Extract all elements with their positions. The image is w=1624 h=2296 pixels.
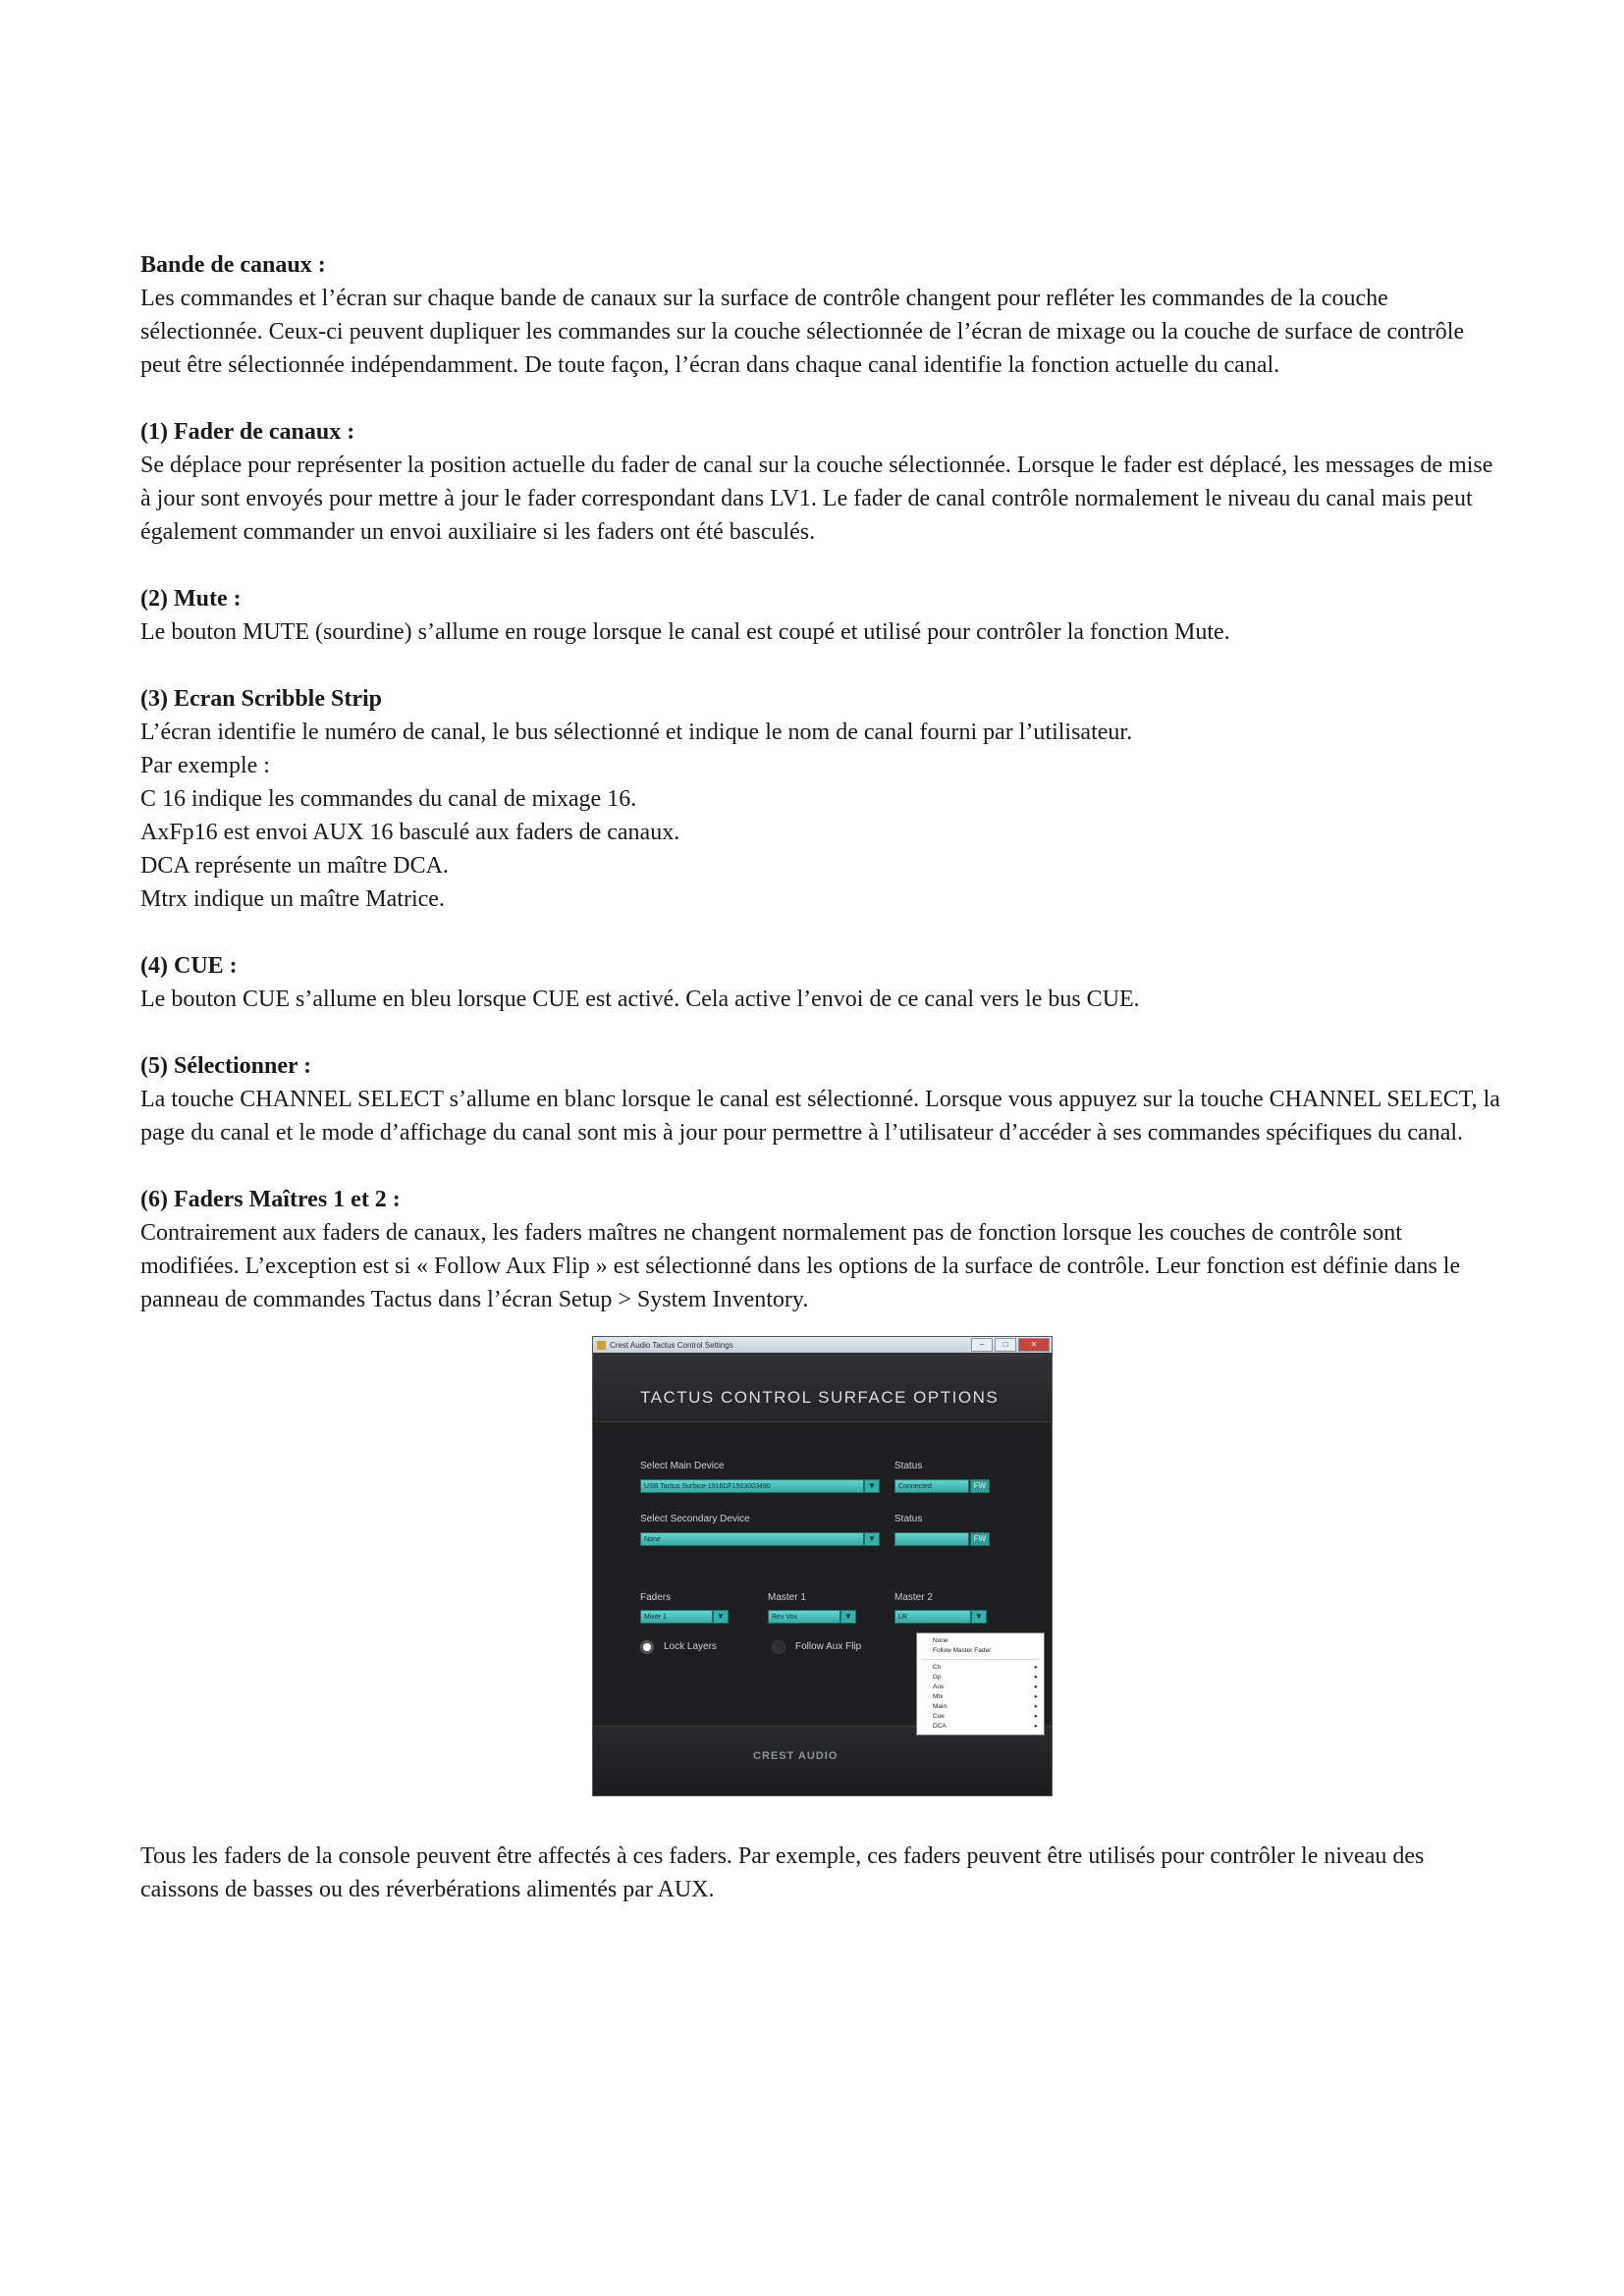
dialog-title: TACTUS CONTROL SURFACE OPTIONS [640, 1388, 1000, 1407]
status-secondary-value [894, 1532, 969, 1546]
menu-item[interactable] [917, 1692, 1044, 1702]
chevron-right-icon: ▸ [1034, 1664, 1038, 1671]
close-icon[interactable]: ✕ [1018, 1338, 1050, 1352]
scribble-line: DCA représente un maître DCA. [140, 853, 449, 879]
section-cue [140, 949, 1500, 1016]
closing-paragraph: Tous les faders de la console peuvent être affectés à ces faders. Par exemple, ces faders peuvent être utilisés pour contrôler le niveau des caissons de basses ou des réverbérations alimentés par AUX. [140, 1843, 1425, 1902]
section-heading: (3) Ecran Scribble Strip [140, 686, 382, 712]
section-body: Le bouton MUTE (sourdine) s’allume en rouge lorsque le canal est coupé et utilisé pour contrôler la fonction Mute. [140, 619, 1230, 645]
section-heading: (4) CUE : [140, 953, 238, 979]
section-faders-maitres [140, 1183, 1500, 1316]
window-controls [971, 1338, 1052, 1352]
menu-item-label: Mtx [933, 1693, 944, 1700]
menu-item[interactable] [917, 1722, 1044, 1732]
scribble-line: AxFp16 est envoi AUX 16 basculé aux faders de canaux. [140, 820, 680, 845]
chevron-right-icon: ▸ [1034, 1703, 1038, 1710]
status-main-value: Connected [894, 1479, 969, 1493]
menu-divider [921, 1659, 1040, 1660]
fw-secondary-badge: FW [970, 1532, 990, 1546]
menu-item[interactable] [917, 1682, 1044, 1692]
select-main-label: Select Main Device [640, 1461, 725, 1471]
crest-audio-logo: CREST AUDIO [753, 1750, 839, 1762]
scribble-line: Par exemple : [140, 753, 270, 778]
section-selectionner [140, 1049, 1500, 1149]
menu-item[interactable]: Follow Master Fader [933, 1647, 992, 1654]
menu-item[interactable]: None [933, 1637, 948, 1644]
section-body: Les commandes et l’écran sur chaque bande de canaux sur la surface de contrôle changent pour refléter les commandes de la couche sélectionnée. Ceux-ci peuvent dupliquer les commandes sur la couche sélectionnée de l’écran de mixage ou la couche de surface de contrôle peut être sélectionnée indépendamment. De toute façon, l’écran dans chaque canal identifie la fonction actuelle du canal. [140, 286, 1465, 378]
faders-dropdown[interactable]: Mixer 1 [640, 1610, 713, 1624]
tactus-settings-screenshot [592, 1336, 1053, 1796]
scribble-line: Mtrx indique un maître Matrice. [140, 886, 445, 912]
chevron-right-icon: ▸ [1034, 1723, 1038, 1730]
menu-item[interactable] [917, 1673, 1044, 1682]
menu-item[interactable] [917, 1702, 1044, 1712]
follow-aux-flip-label: Follow Aux Flip [795, 1641, 862, 1652]
section-scribble-strip [140, 682, 1500, 916]
section-heading: (2) Mute : [140, 586, 242, 612]
section-body: La touche CHANNEL SELECT s’allume en blanc lorsque le canal est sélectionné. Lorsque vous appuyez sur la touche CHANNEL SELECT, la page du canal et le mode d’affichage du canal sont mis à jour pour permettre à l’utilisateur d’accéder à ses commandes spécifiques du canal. [140, 1087, 1500, 1146]
master1-dropdown[interactable]: Rev Vox [768, 1610, 840, 1624]
menu-item[interactable] [917, 1712, 1044, 1722]
status-main-label: Status [894, 1461, 923, 1471]
scribble-line: C 16 indique les commandes du canal de mixage 16. [140, 786, 637, 812]
section-heading: (6) Faders Maîtres 1 et 2 : [140, 1187, 401, 1212]
chevron-down-icon[interactable]: ▼ [864, 1479, 880, 1493]
section-bande-de-canaux [140, 248, 1500, 382]
select-main-dropdown[interactable]: USB Tactus Surface-1916DF1503003490 [640, 1479, 864, 1493]
master2-dropdown-menu [916, 1632, 1045, 1735]
master1-label: Master 1 [768, 1592, 806, 1603]
menu-item-label: Main [933, 1703, 947, 1710]
scribble-line: L’écran identifie le numéro de canal, le bus sélectionné et indique le nom de canal fourni par l’utilisateur. [140, 720, 1133, 745]
faders-label: Faders [640, 1592, 672, 1603]
chevron-right-icon: ▸ [1034, 1683, 1038, 1690]
section-body: Se déplace pour représenter la position actuelle du fader de canal sur la couche sélectionnée. Lorsque le fader est déplacé, les messages de mise à jour sont envoyés pour mettre à jour le fader correspondant dans LV1. Le fader de canal contrôle normalement le niveau du canal mais peut également commander un envoi auxiliaire si les faders ont été basculés. [140, 453, 1493, 545]
minimize-icon[interactable]: – [971, 1338, 993, 1352]
menu-item-label: DCA [933, 1723, 947, 1730]
select-secondary-dropdown[interactable]: None [640, 1532, 864, 1546]
menu-item-label: Aux [933, 1683, 945, 1690]
maximize-icon[interactable]: □ [995, 1338, 1016, 1352]
master2-label: Master 2 [894, 1592, 933, 1603]
fw-main-badge: FW [970, 1479, 990, 1493]
document-body [140, 248, 1500, 1906]
chevron-down-icon[interactable]: ▼ [840, 1610, 856, 1624]
follow-aux-flip-radio[interactable] [772, 1640, 785, 1654]
menu-item[interactable] [917, 1663, 1044, 1673]
status-secondary-label: Status [894, 1514, 923, 1524]
menu-item-label: Gp [933, 1674, 942, 1681]
section-heading: (1) Fader de canaux : [140, 419, 355, 445]
chevron-down-icon[interactable]: ▼ [864, 1532, 880, 1546]
master2-dropdown[interactable]: LR [894, 1610, 971, 1624]
section-heading: (5) Sélectionner : [140, 1053, 312, 1079]
chevron-down-icon[interactable]: ▼ [971, 1610, 987, 1624]
window-title: Crest Audio Tactus Control Settings [610, 1340, 733, 1350]
chevron-right-icon: ▸ [1034, 1674, 1038, 1681]
lock-layers-label: Lock Layers [664, 1641, 717, 1652]
menu-item-label: Ch [933, 1664, 942, 1671]
select-secondary-label: Select Secondary Device [640, 1514, 750, 1524]
chevron-right-icon: ▸ [1034, 1713, 1038, 1720]
lock-layers-radio[interactable] [640, 1640, 654, 1654]
section-body: Le bouton CUE s’allume en bleu lorsque CUE est activé. Cela active l’envoi de ce canal vers le bus CUE. [140, 987, 1140, 1012]
section-mute [140, 582, 1500, 649]
section-fader-de-canaux [140, 415, 1500, 549]
chevron-down-icon[interactable]: ▼ [713, 1610, 729, 1624]
menu-item-label: Cue [933, 1713, 945, 1720]
app-icon [597, 1341, 606, 1350]
window-titlebar [593, 1337, 1052, 1353]
section-heading: Bande de canaux : [140, 252, 326, 278]
section-body: Contrairement aux faders de canaux, les faders maîtres ne changent normalement pas de fonction lorsque les couches de contrôle sont modifiées. L’exception est si « Follow Aux Flip » est sélectionné dans les options de la surface de contrôle. Leur fonction est définie dans le panneau de commandes Tactus dans l’écran Setup > System Inventory. [140, 1220, 1461, 1312]
chevron-right-icon: ▸ [1034, 1693, 1038, 1700]
